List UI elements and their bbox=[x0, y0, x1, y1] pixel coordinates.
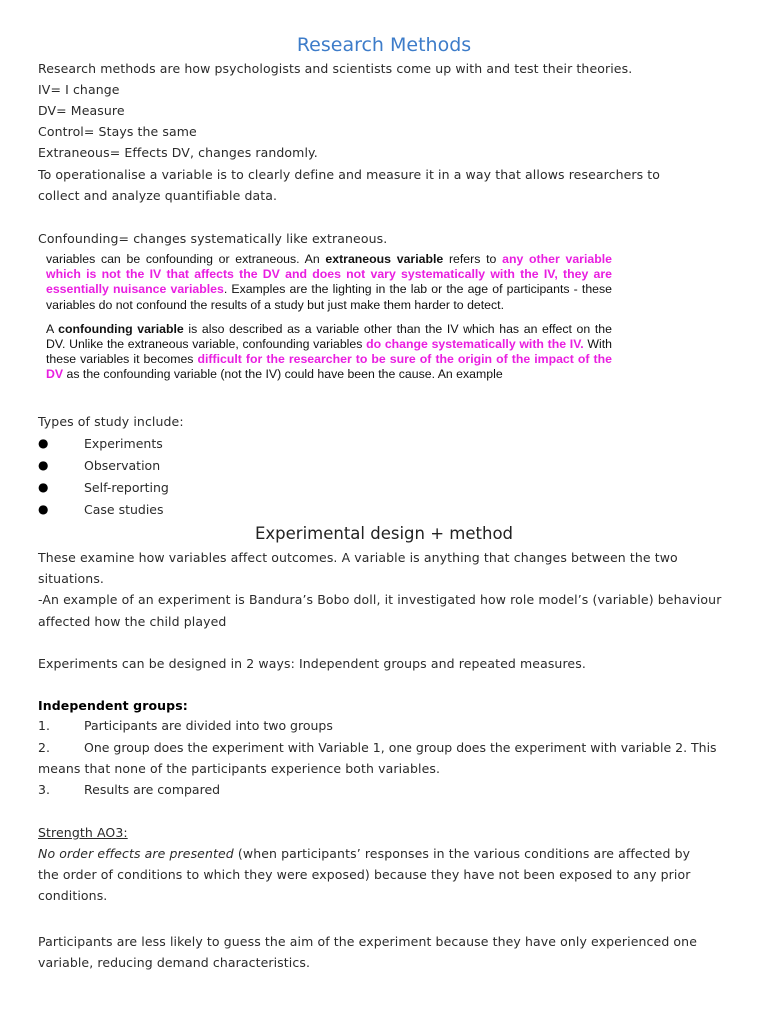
control-definition: Control= Stays the same bbox=[38, 124, 197, 139]
dv-definition: DV= Measure bbox=[38, 103, 125, 118]
bullet-icon: ● bbox=[38, 480, 49, 494]
intro-line: Research methods are how psychologists and scientists come up with and test their theories. bbox=[38, 61, 633, 76]
operationalise-line-1: To operationalise a variable is to clearly define and measure it in a way that allows researchers to bbox=[38, 167, 661, 182]
list-item: Observation bbox=[84, 458, 161, 473]
experimental-text-line: affected how the child played bbox=[38, 614, 227, 629]
excerpt-highlight: do change systematically with the IV. bbox=[366, 337, 584, 352]
excerpt-text: as the confounding variable (not the IV) could have been the cause. An example bbox=[63, 367, 503, 382]
strength-heading: Strength AO3: bbox=[38, 825, 128, 840]
step-text: Results are compared bbox=[84, 782, 221, 797]
strength-emphasis: No order effects are presented bbox=[38, 846, 234, 861]
step-number: 3. bbox=[38, 782, 50, 797]
excerpt-highlight: any other variable which is not the IV that affects the DV and does not vary systematically with the IV, they are essentially nuisance variables bbox=[46, 252, 612, 297]
step-number: 2. bbox=[38, 740, 50, 755]
strength-line bbox=[38, 846, 690, 861]
strength-text: (when participants’ responses in the various conditions are affected by bbox=[233, 846, 691, 861]
strength-line: Participants are less likely to guess the aim of the experiment because they have only experienced one bbox=[38, 934, 697, 949]
excerpt-text: is also described as a variable other than the IV which has an effect on the DV. Unlike the extraneous variable, confounding variables bbox=[46, 321, 612, 352]
bullet-icon: ● bbox=[38, 458, 49, 472]
list-item: Case studies bbox=[84, 502, 164, 517]
pasted-excerpt bbox=[46, 252, 612, 383]
experimental-text-line: These examine how variables affect outcomes. A variable is anything that changes between the two bbox=[38, 550, 678, 565]
experimental-text-line: situations. bbox=[38, 571, 104, 586]
independent-groups-heading: Independent groups: bbox=[38, 698, 188, 713]
step-number: 1. bbox=[38, 718, 50, 733]
excerpt-term-extraneous: extraneous variable bbox=[325, 252, 444, 266]
section-heading-experimental: Experimental design + method bbox=[254, 524, 514, 543]
types-heading: Types of study include: bbox=[38, 414, 184, 429]
excerpt-text: refers to bbox=[443, 252, 503, 266]
operationalise-line-2: collect and analyze quantifiable data. bbox=[38, 188, 278, 203]
confounding-definition: Confounding= changes systematically like extraneous. bbox=[38, 231, 388, 246]
extraneous-definition: Extraneous= Effects DV, changes randomly. bbox=[38, 145, 318, 160]
excerpt-term-confounding: confounding variable bbox=[58, 321, 184, 336]
strength-line: variable, reducing demand characteristics. bbox=[38, 955, 311, 970]
excerpt-text: A bbox=[46, 321, 59, 336]
step-text-continued: means that none of the participants experience both variables. bbox=[38, 761, 441, 776]
page-title: Research Methods bbox=[296, 34, 472, 56]
excerpt-paragraph-confounding bbox=[46, 322, 612, 383]
excerpt-text: With these variables it becomes bbox=[46, 337, 612, 367]
excerpt-text: variables can be confounding or extraneous. An bbox=[46, 252, 326, 266]
experimental-text-line: Experiments can be designed in 2 ways: Independent groups and repeated measures. bbox=[38, 656, 586, 671]
excerpt-paragraph-extraneous bbox=[46, 252, 612, 313]
strength-line: the order of conditions to which they were exposed) because they have not been exposed to any prior bbox=[38, 867, 691, 882]
excerpt-highlight: difficult for the researcher to be sure of the origin of the impact of the DV bbox=[46, 352, 612, 382]
bullet-icon: ● bbox=[38, 436, 49, 450]
excerpt-text: . Examples are the lighting in the lab or the age of participants - these variables do not confound the results of a study but just make them harder to detect. bbox=[46, 282, 612, 312]
step-text: One group does the experiment with Variable 1, one group does the experiment with variable 2. This bbox=[84, 740, 717, 755]
list-item: Self-reporting bbox=[84, 480, 169, 495]
strength-line: conditions. bbox=[38, 888, 108, 903]
experimental-text-line: -An example of an experiment is Bandura’s Bobo doll, it investigated how role model’s (variable) behaviour bbox=[38, 592, 722, 607]
iv-definition: IV= I change bbox=[38, 82, 120, 97]
list-item: Experiments bbox=[84, 436, 163, 451]
step-text: Participants are divided into two groups bbox=[84, 718, 333, 733]
bullet-icon: ● bbox=[38, 502, 49, 516]
